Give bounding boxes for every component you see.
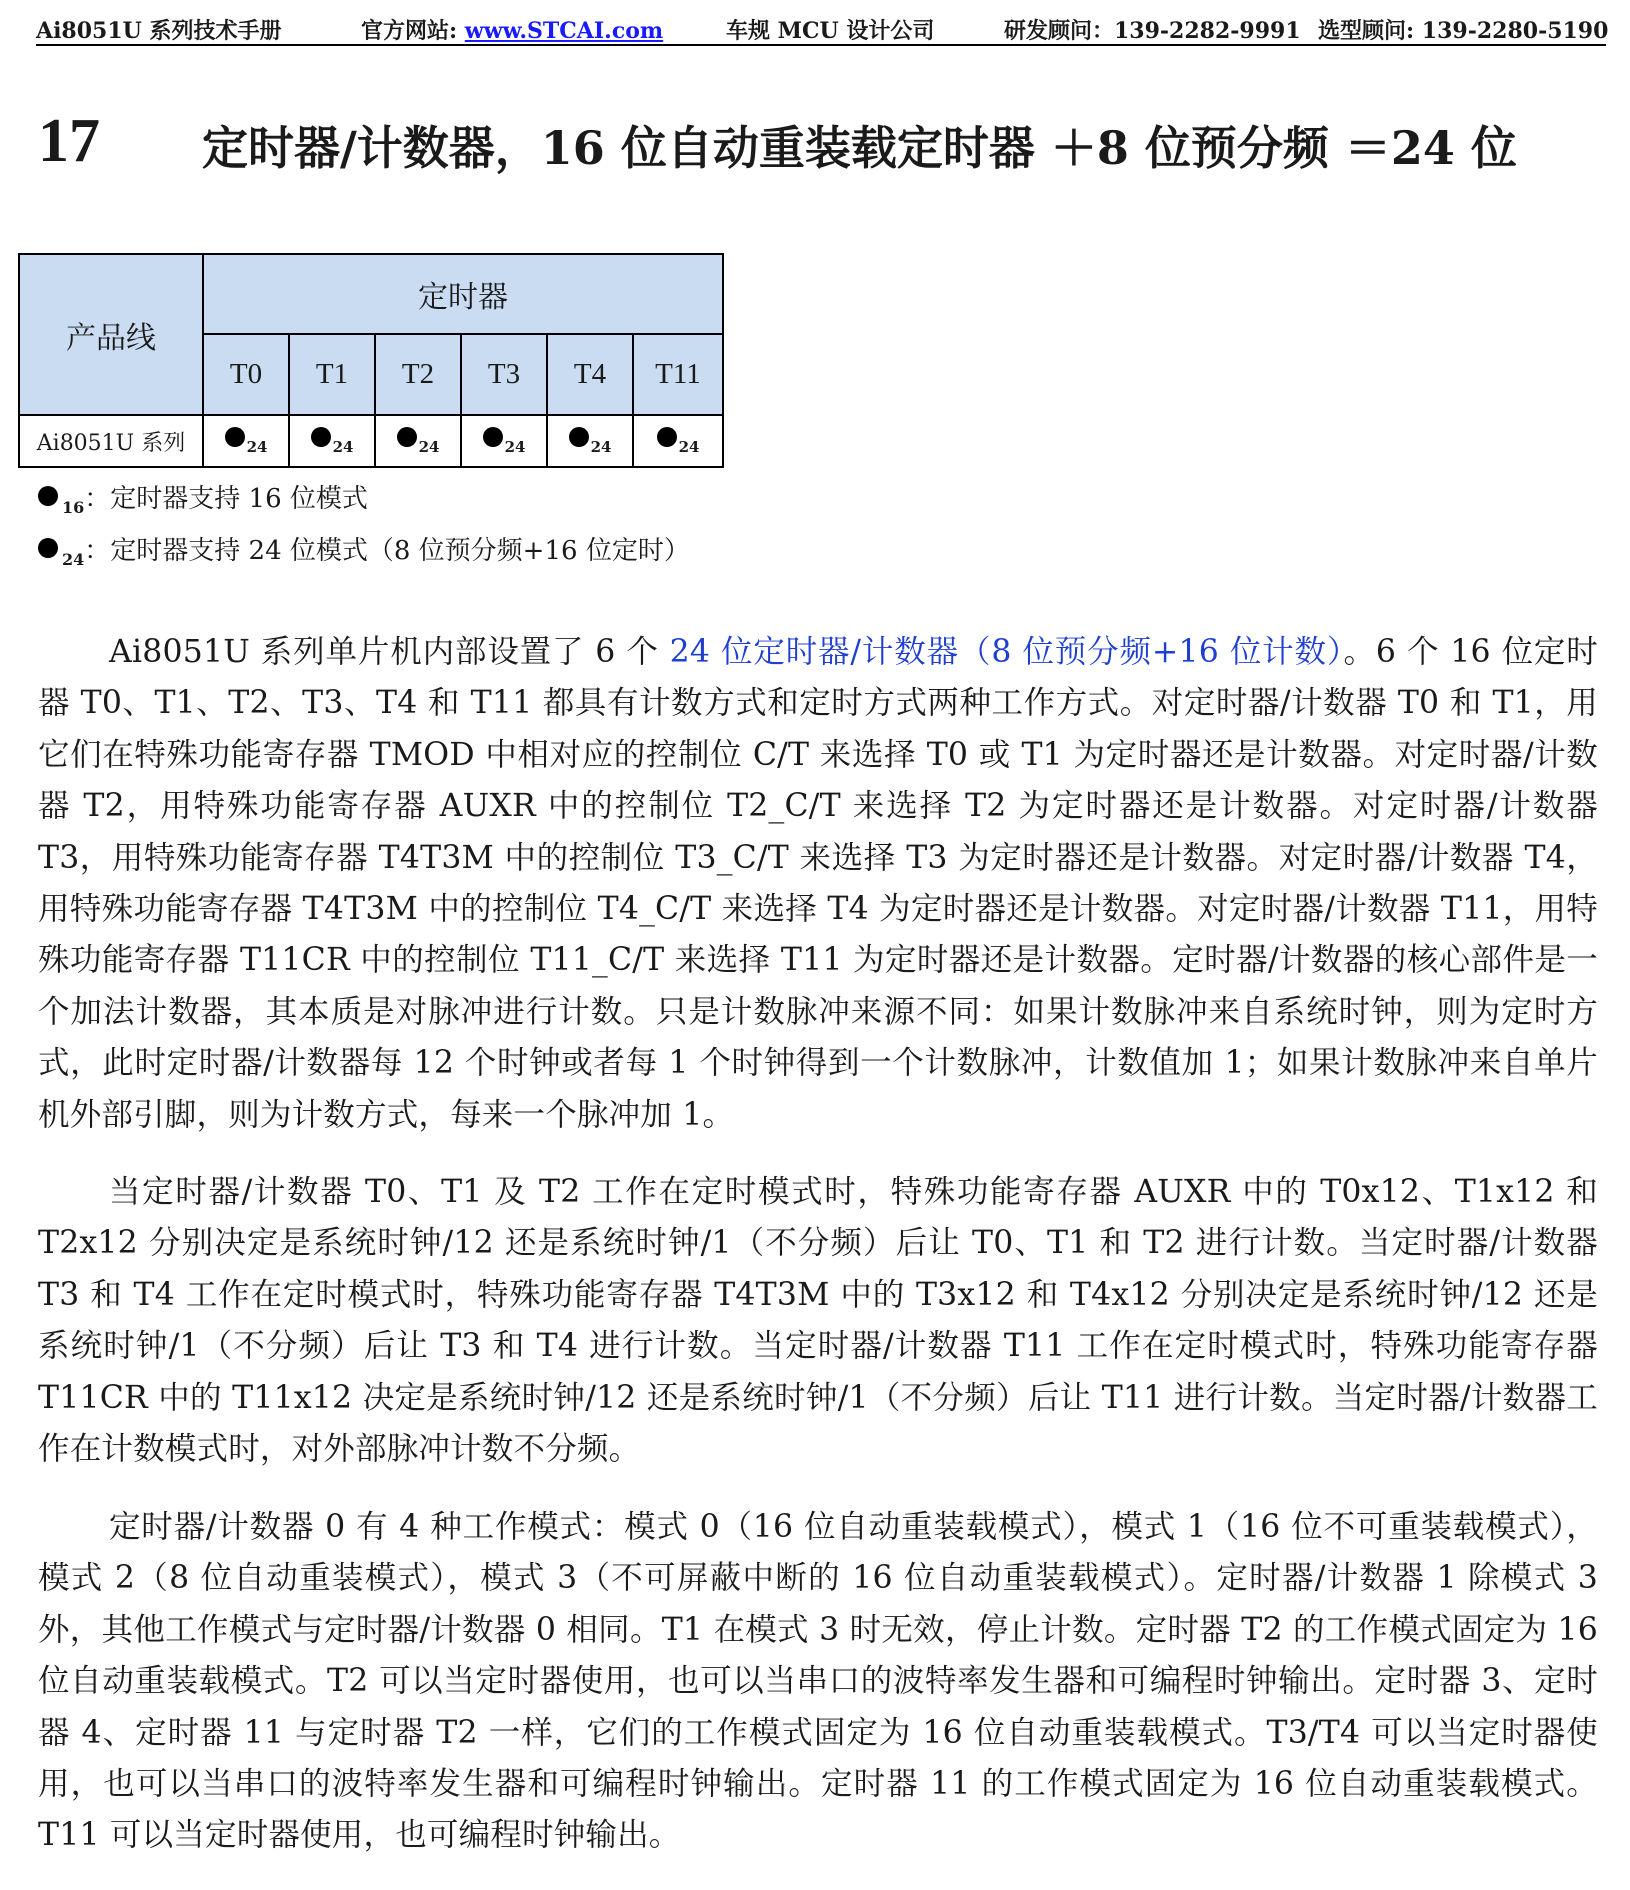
filled-dot-icon: [311, 427, 331, 447]
site-link[interactable]: www.STCAI.com: [464, 18, 664, 44]
page-header: [36, 12, 1609, 46]
support-mark: 24: [289, 415, 375, 467]
chapter-number: 17: [38, 107, 100, 175]
company-tagline: 车规 MCU 设计公司: [726, 18, 935, 44]
column-header: T0: [203, 334, 289, 415]
support-mark: 24: [461, 415, 547, 467]
rd-consultant-phone: 研发顾问：139-2282-9991: [1004, 18, 1301, 44]
chapter-title: 定时器/计数器，16 位自动重装载定时器 ＋8 位预分频 ＝24 位: [202, 121, 1517, 175]
column-header: T1: [289, 334, 375, 415]
site-label: 官方网站:: [361, 18, 465, 44]
highlight-24bit-timer: 24 位定时器/计数器（8 位预分频+16 位计数）: [669, 634, 1344, 670]
filled-dot-icon: [483, 427, 503, 447]
official-site: [361, 14, 663, 45]
support-mark: 24: [633, 415, 723, 467]
product-name: Ai8051U 系列: [19, 415, 203, 467]
filled-dot-icon: [569, 427, 589, 447]
legend-item: $_{16}$：定时器支持 16 位模式: [38, 478, 368, 517]
filled-dot-icon: [38, 486, 58, 506]
timer-group-header: 定时器: [203, 254, 723, 334]
filled-dot-icon: [225, 427, 245, 447]
paragraph-work-modes: 定时器/计数器 0 有 4 种工作模式：模式 0（16 位自动重装载模式），模式 1（16 位不可重装载模式），模式 2（8 位自动重装模式），模式 3（不可屏蔽中断的 16 位自动重装载模式）。定时器/计数器 1 除模式 3 外，其他工作模式与定时器/计数器 0 相同。T1 在模式 3 时无效，停止计数。定时器 T2 的工作模式固定为 16 位自动重装载模式。T2 可以当定时器使用，也可以当串口的波特率发生器和可编程时钟输出。定时器 3、定时器 4、定时器 11 与定时器 T2 一样，它们的工作模式固定为 16 位自动重装载模式。T3/T4 可以当定时器使用，也可以当串口的波特率发生器和可编程时钟输出。定时器 11 的工作模式固定为 16 位自动重装载模式。T11 可以当定时器使用，也可编程时钟输出。: [38, 1509, 1598, 1854]
column-header: T4: [547, 334, 633, 415]
filled-dot-icon: [397, 427, 417, 447]
support-mark: 24: [547, 415, 633, 467]
filled-dot-icon: [657, 427, 677, 447]
timer-support-table: [18, 253, 724, 468]
table-row: [19, 415, 723, 467]
column-header: T3: [461, 334, 547, 415]
column-header: T2: [375, 334, 461, 415]
manual-title: Ai8051U 系列技术手册: [36, 18, 282, 44]
paragraph-timing-mode: 当定时器/计数器 T0、T1 及 T2 工作在定时模式时，特殊功能寄存器 AUXR 中的 T0x12、T1x12 和 T2x12 分别决定是系统时钟/12 还是系统时钟/1（不分频）后让 T0、T1 和 T2 进行计数。当定时器/计数器 T3 和 T4 工作在定时模式时，特殊功能寄存器 T4T3M 中的 T3x12 和 T4x12 分别决定是系统时钟/12 还是系统时钟/1（不分频）后让 T3 和 T4 进行计数。当定时器/计数器 T11 工作在定时模式时，特殊功能寄存器 T11CR 中的 T11x12 决定是系统时钟/12 还是系统时钟/1（不分频）后让 T11 进行计数。当定时器/计数器工作在计数模式时，对外部脉冲计数不分频。: [38, 1174, 1598, 1468]
filled-dot-icon: [38, 538, 58, 558]
support-mark: 24: [375, 415, 461, 467]
product-line-header: 产品线: [19, 254, 203, 415]
legend-item: $_{24}$：定时器支持 24 位模式（8 位预分频+16 位定时）: [38, 530, 690, 569]
paragraph-intro: Ai8051U 系列单片机内部设置了 6 个 24 位定时器/计数器（8 位预分频+16 位计数）。6 个 16 位定时器 T0、T1、T2、T3、T4 和 T11 都具有计数方式和定时方式两种工作方式。对定时器/计数器 T0 和 T1，用它们在特殊功能寄存器 TMOD 中相对应的控制位 C/T 来选择 T0 或 T1 为定时器还是计数器。对定时器/计数器 T2，用特殊功能寄存器 AUXR 中的控制位 T2_C/T 来选择 T2 为定时器还是计数器。对定时器/计数器 T3，用特殊功能寄存器 T4T3M 中的控制位 T3_C/T 来选择 T3 为定时器还是计数器。对定时器/计数器 T4，用特殊功能寄存器 T4T3M 中的控制位 T4_C/T 来选择 T4 为定时器还是计数器。对定时器/计数器 T11，用特殊功能寄存器 T11CR 中的控制位 T11_C/T 来选择 T11 为定时器还是计数器。定时器/计数器的核心部件是一个加法计数器，其本质是对脉冲进行计数。只是计数脉冲来源不同：如果计数脉冲来自系统时钟，则为定时方式，此时定时器/计数器每 12 个时钟或者每 1 个时钟得到一个计数脉冲，计数值加 1；如果计数脉冲来自单片机外部引脚，则为计数方式，每来一个脉冲加 1。: [38, 634, 1598, 1133]
support-mark: 24: [203, 415, 289, 467]
column-header: T11: [633, 334, 723, 415]
selection-consultant-phone: 选型顾问: 139-2280-5190: [1318, 18, 1609, 44]
